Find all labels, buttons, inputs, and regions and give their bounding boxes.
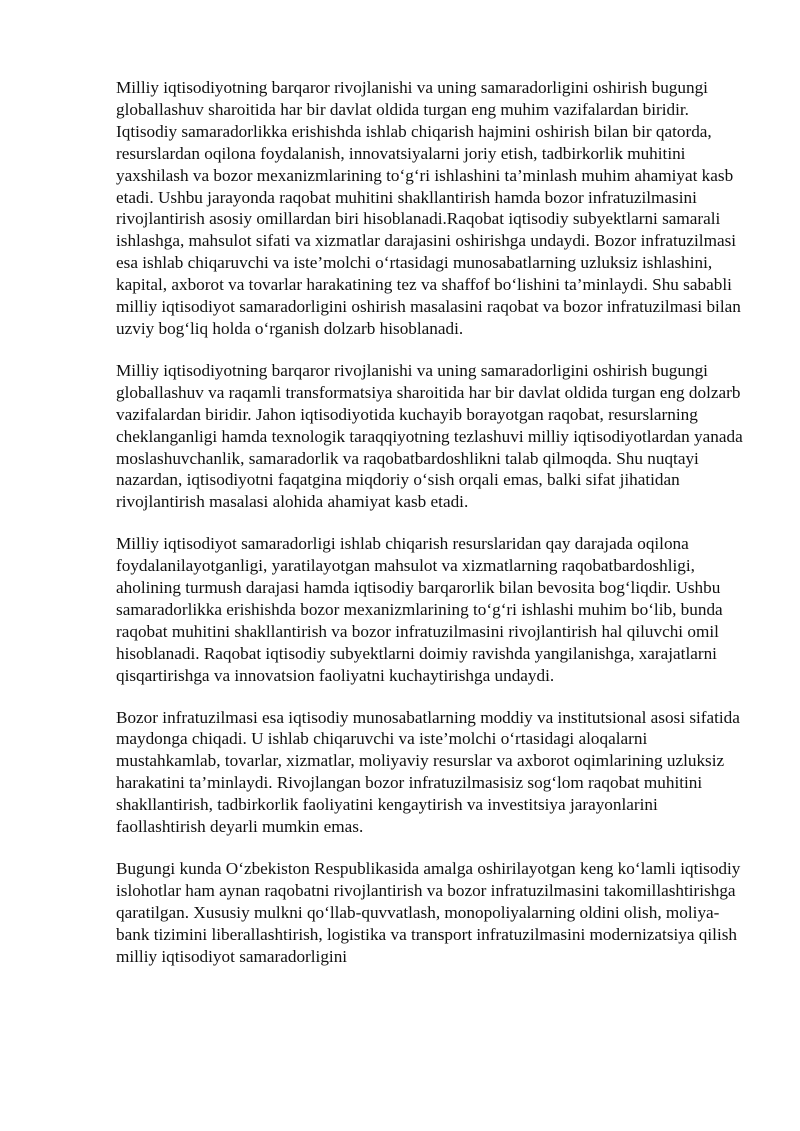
paragraph-1: Milliy iqtisodiyotning barqaror rivojlanishi va uning samaradorligini oshirish bugungi globallashuv sharoitida har bir davlat oldida turgan eng muhim vazifalardan biridir. Iqtisodiy samaradorlikka erishishda ishlab chiqarish hajmini oshirish bilan bir qatorda, resurslardan oqilona foydalanish, innovatsiyalarni joriy etish, tadbirkorlik muhitini yaxshilash va bozor mexanizmlarining to‘g‘ri ishlashini ta’minlash muhim ahamiyat kasb etadi. Ushbu jarayonda raqobat muhitini shakllantirish hamda bozor infratuzilmasini rivojlantirish asosiy omillardan biri hisoblanadi.Raqobat iqtisodiy subyektlarni samarali ishlashga, mahsulot sifati va xizmatlar darajasini oshirishga undaydi. Bozor infratuzilmasi esa ishlab chiqaruvchi va iste’molchi o‘rtasidagi munosabatlarning uzluksiz ishlashini, kapital, axborot va tovarlar harakatining tez va shaffof bo‘lishini ta’minlaydi. Shu sababli milliy iqtisodiyot samaradorligini oshirish masalasini raqobat va bozor infratuzilmasi bilan uzviy bog‘liq holda o‘rganish dolzarb hisoblanadi. xyxy=(116,78,741,338)
paragraph-4: Bozor infratuzilmasi esa iqtisodiy munosabatlarning moddiy va institutsional asosi sifatida maydonga chiqadi. U ishlab chiqaruvchi va iste’molchi o‘rtasidagi aloqalarni mustahkamlab, tovarlar, xizmatlar, moliyaviy resurslar va axborot oqimlarining uzluksiz harakatini ta’minlaydi. Rivojlangan bozor infratuzilmasisiz sog‘lom raqobat muhitini shakllantirish, tadbirkorlik faoliyatini kengaytirish va investitsiya jarayonlarini faollashtirish deyarli mumkin emas. xyxy=(116,707,740,837)
paragraph-2: Milliy iqtisodiyotning barqaror rivojlanishi va uning samaradorligini oshirish bugungi globallashuv va raqamli transformatsiya sharoitida har bir davlat oldida turgan eng dolzarb vazifalardan biridir. Jahon iqtisodiyotida kuchayib borayotgan raqobat, resurslarning cheklanganligi hamda texnologik taraqqiyotning tezlashuvi milliy iqtisodiyotlardan yanada moslashuvchanlik, samaradorlik va raqobatbardoshlikni talab qilmoqda. Shu nuqtayi nazardan, iqtisodiyotni faqatgina miqdoriy o‘sish orqali emas, balki sifat jihatidan rivojlantirish masalasi alohida ahamiyat kasb etadi. xyxy=(116,360,743,512)
paragraph-5: Bugungi kunda O‘zbekiston Respublikasida amalga oshirilayotgan keng ko‘lamli iqtisodiy islohotlar ham aynan raqobatni rivojlantirish va bozor infratuzilmasini takomillashtirishga qaratilgan. Xususiy mulkni qo‘llab-quvvatlash, monopoliyalarning oldini olish, moliya-bank tizimini liberallashtirish, logistika va transport infratuzilmasini modernizatsiya qilish milliy iqtisodiyot samaradorligini xyxy=(116,859,741,966)
paragraph-3: Milliy iqtisodiyot samaradorligi ishlab chiqarish resurslaridan qay darajada oqilona foydalanilayotganligi, yaratilayotgan mahsulot va xizmatlarning raqobatbardoshligi, aholining turmush darajasi hamda iqtisodiy barqarorlik bilan bevosita bog‘liqdir. Ushbu samaradorlikka erishishda bozor mexanizmlarining to‘g‘ri ishlashi muhim bo‘lib, bunda raqobat muhitini shakllantirish va bozor infratuzilmasini rivojlantirish hal qiluvchi omil hisoblanadi. Raqobat iqtisodiy subyektlarni doimiy ravishda yangilanishga, xarajatlarni qisqartirishga va innovatsion faoliyatni kuchaytirishga undaydi. xyxy=(116,534,723,685)
document-body xyxy=(116,77,746,988)
